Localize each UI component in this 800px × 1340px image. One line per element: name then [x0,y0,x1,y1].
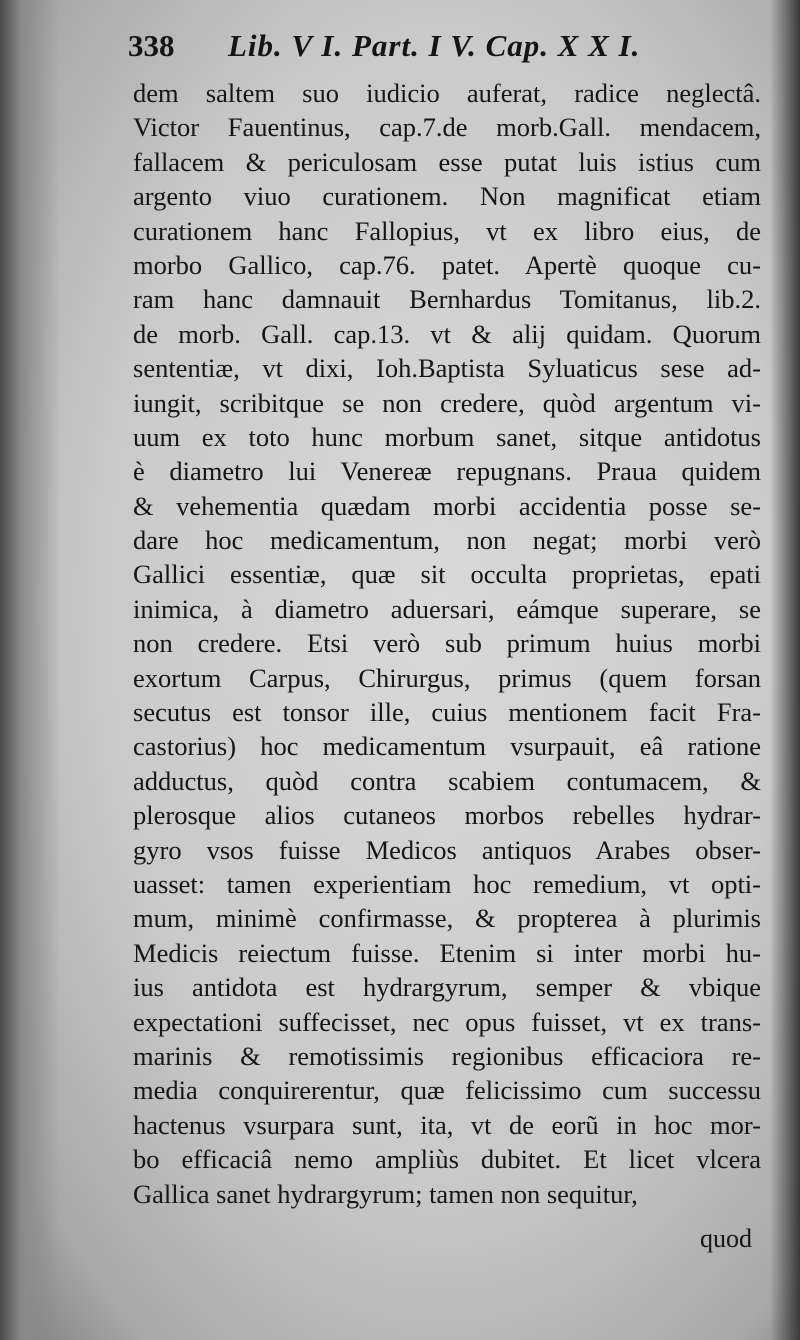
text-line: hactenus vsurpara sunt, ita, vt de eorũ in hoc mor- [133,1109,761,1140]
page-header [128,28,768,68]
catchword: quod [700,1224,752,1253]
page-number: 338 [128,28,175,63]
text-line: marinis & remotissimis regionibus efficaciora re- [133,1040,761,1071]
text-line: de morb. Gall. cap.13. vt & alij quidam. Quorum [133,318,761,349]
text-line: Gallica sanet hydrargyrum; tamen non sequitur, [133,1178,638,1209]
text-line: argento viuo curationem. Non magnificat etiam [133,181,761,212]
page-edge-shadow-left [0,0,60,1340]
text-line: bo efficaciâ nemo ampliùs dubitet. Et licet vlcera [133,1144,761,1175]
text-line: ram hanc damnauit Bernhardus Tomitanus, lib.2. [133,284,761,315]
text-line: fallacem & periculosam esse putat luis istius cum [133,146,761,177]
text-line: è diametro lui Venereæ repugnans. Praua quidem [133,456,761,487]
text-line: media conquirerentur, quæ felicissimo cum successu [133,1075,761,1106]
page-edge-shadow-right [770,0,800,1340]
text-line: uum ex toto hunc morbum sanet, sitque antidotus [133,421,761,452]
text-line: secutus est tonsor ille, cuius mentionem facit Fra- [133,697,761,728]
running-head: Lib. V I. Part. I V. Cap. X X I. [228,28,641,63]
text-line: morbo Gallico, cap.76. patet. Apertè quoque cu- [133,249,761,280]
text-line: expectationi suffecisset, nec opus fuisset, vt ex trans- [133,1006,761,1037]
text-line: adductus, quòd contra scabiem contumacem, & [133,765,761,796]
body-text [133,76,761,1211]
text-line: mum, minimè confirmasse, & propterea à plurimis [133,903,761,934]
text-line: Victor Fauentinus, cap.7.de morb.Gall. mendacem, [133,112,761,143]
text-line: plerosque alios cutaneos morbos rebelles hydrar- [133,800,761,831]
text-line: curationem hanc Fallopius, vt ex libro eius, de [133,215,761,246]
text-line: dare hoc medicamentum, non negat; morbi verò [133,525,761,556]
text-line: non credere. Etsi verò sub primum huius morbi [133,628,761,659]
text-line: gyro vsos fuisse Medicos antiquos Arabes obser- [133,834,761,865]
text-line: castorius) hoc medicamentum vsurpauit, eâ ratione [133,731,761,762]
text-line: inimica, à diametro aduersari, eámque superare, se [133,593,761,624]
text-line: iungit, scribitque se non credere, quòd argentum vi- [133,387,761,418]
text-line: sententiæ, vt dixi, Ioh.Baptista Syluaticus sese ad- [133,353,761,384]
text-line: & vehementia quædam morbi accidentia posse se- [133,490,761,521]
text-line: exortum Carpus, Chirurgus, primus (quem forsan [133,662,761,693]
text-line: ius antidota est hydrargyrum, semper & vbique [133,972,761,1003]
text-line: Gallici essentiæ, quæ sit occulta proprietas, epati [133,559,761,590]
text-line: dem saltem suo iudicio auferat, radice neglectâ. [133,78,761,108]
text-line: Medicis reiectum fuisse. Etenim si inter morbi hu- [133,937,761,968]
text-line: uasset: tamen experientiam hoc remedium, vt opti- [133,868,761,899]
